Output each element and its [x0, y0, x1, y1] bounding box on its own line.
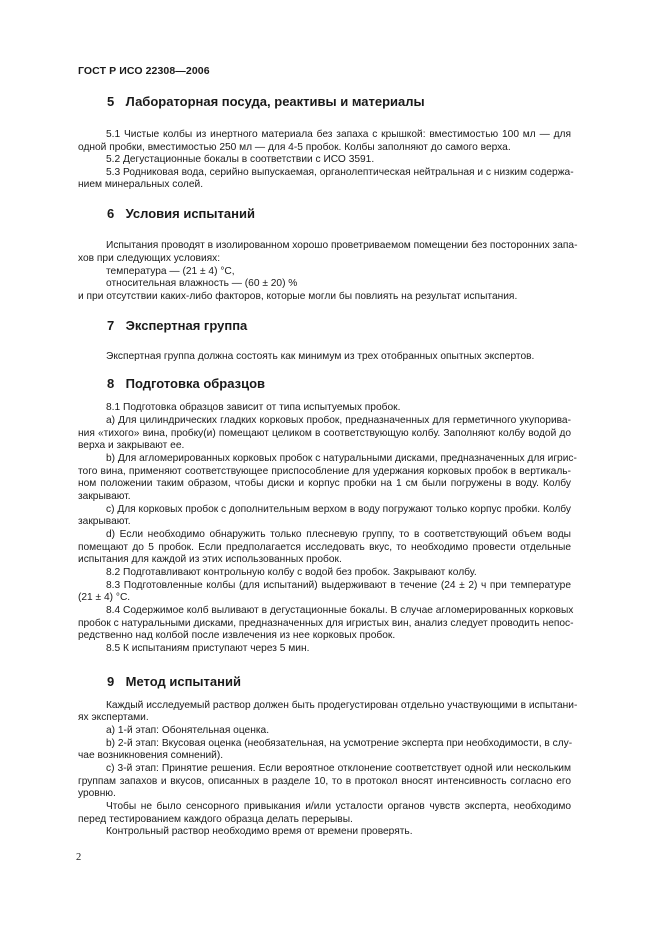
section-number: 8: [107, 376, 115, 391]
text-line: 8.3 Подготовленные колбы (для испытаний) выдерживают в течение (24 ± 2) ч при температуре: [106, 580, 571, 591]
text-line: помещают до 5 пробок. Если предполагается исследовать вкус, то необходимо провести отдельные: [78, 542, 571, 553]
text-line: закрывают.: [78, 516, 131, 527]
section-title: Условия испытаний: [125, 206, 255, 221]
section-heading: [107, 318, 247, 333]
text-line: 8.5 К испытаниям приступают через 5 мин.: [106, 643, 310, 654]
text-line: относительная влажность — (60 ± 20) %: [106, 278, 298, 289]
section-heading: [107, 94, 425, 109]
text-line: (21 ± 4) °С.: [78, 592, 131, 603]
text-line: Чтобы не было сенсорного привыкания и/или усталости органов чувств эксперта, необходимо: [106, 801, 571, 812]
text-line: а) Для цилиндрических гладких корковых пробок, предназначенных для герметичного укупорива-: [106, 415, 571, 426]
section-title: Метод испытаний: [125, 674, 241, 689]
text-line: верха и закрывают ее.: [78, 440, 185, 451]
text-line: Контрольный раствор необходимо время от времени проверять.: [106, 826, 413, 837]
text-line: того вина, применяют соответствующее приспособление для удержания корковых пробок в вертикаль-: [78, 466, 571, 477]
text-line: уровню.: [78, 788, 116, 799]
text-line: группам запахов и вкусов, описанных в разделе 10, то в протокол вносят интенсивность согласно его: [78, 776, 571, 787]
text-line: 5.3 Родниковая вода, серийно выпускаемая, органолептическая нейтральная и с низким содержа-: [106, 167, 574, 178]
text-line: нием минеральных солей.: [78, 179, 204, 190]
text-line: ния «тихого» вина, пробку(и) помещают целиком в соответствующую колбу. Заполняют колбу водой до: [78, 428, 571, 439]
text-line: и при отсутствии каких-либо факторов, которые могли бы повлиять на результат испытания.: [78, 291, 518, 302]
text-line: Испытания проводят в изолированном хорошо проветриваемом помещении без посторонних запа-: [106, 240, 578, 251]
text-line: 5.1 Чистые колбы из инертного материала без запаха с крышкой: вместимостью 100 мл — для: [106, 129, 571, 140]
text-line: редственно над колбой после извлечения из нее корковых пробок.: [78, 630, 396, 641]
section-title: Лабораторная посуда, реактивы и материалы: [125, 94, 425, 109]
text-line: ном положении таким образом, чтобы диски и корпус пробки на 1 см были погружены в воду. Колбу: [78, 478, 571, 489]
text-line: одной пробки, вместимостью 250 мл — для 4-5 пробок. Колбы заполняют до самого верха.: [78, 142, 511, 153]
section-title: Подготовка образцов: [125, 376, 266, 391]
text-line: закрывают.: [78, 491, 131, 502]
text-line: испытания для каждой из этих использованных пробок.: [78, 554, 342, 565]
text-line: 8.4 Содержимое колб выливают в дегустационные бокалы. В случае агломерированных корковых: [106, 605, 574, 616]
section-number: 7: [107, 318, 115, 333]
text-line: ях экспертами.: [78, 712, 149, 723]
text-line: b) 2-й этап: Вкусовая оценка (необязательная, на усмотрение эксперта при необходимости, в слу-: [106, 738, 573, 749]
text-line: чае возникновения сомнений).: [78, 750, 224, 761]
section-heading: [107, 376, 265, 391]
text-line: хов при следующих условиях:: [78, 253, 221, 264]
section-heading: [107, 674, 241, 689]
text-line: с) Для корковых пробок с дополнительным верхом в воду погружают только корпус пробки. Колбу: [106, 504, 571, 515]
text-line: d) Если необходимо обнаружить только плесневую группу, то в соответствующий объем воды: [106, 529, 571, 540]
text-line: перед тестированием каждого образца делать перерывы.: [78, 814, 353, 825]
text-line: 8.1 Подготовка образцов зависит от типа испытуемых пробок.: [106, 402, 401, 413]
text-line: температура — (21 ± 4) °С,: [106, 266, 235, 277]
text-line: Каждый исследуемый раствор должен быть продегустирован отдельно участвующими в испытани-: [106, 700, 578, 711]
section-number: 5: [107, 94, 115, 109]
page-header: ГОСТ Р ИСО 22308—2006: [78, 65, 210, 77]
text-line: Экспертная группа должна состоять как минимум из трех отобранных опытных экспертов.: [106, 351, 535, 362]
page-number: 2: [76, 852, 82, 863]
section-heading: [107, 206, 255, 221]
section-number: 6: [107, 206, 115, 221]
text-line: 5.2 Дегустационные бокалы в соответствии с ИСО 3591.: [106, 154, 375, 165]
text-line: пробок с натуральными дисками, предназначенных для игристых вин, анализ следует проводить непос-: [78, 618, 574, 629]
section-title: Экспертная группа: [125, 318, 248, 333]
text-line: с) 3-й этап: Принятие решения. Если вероятное отклонение соответствует одной или нескольким: [106, 763, 571, 774]
text-line: b) Для агломерированных корковых пробок с натуральными дисками, предназначенных для игрис-: [106, 453, 577, 464]
section-number: 9: [107, 674, 115, 689]
text-line: 8.2 Подготавливают контрольную колбу с водой без пробок. Закрывают колбу.: [106, 567, 477, 578]
text-line: а) 1-й этап: Обонятельная оценка.: [106, 725, 270, 736]
